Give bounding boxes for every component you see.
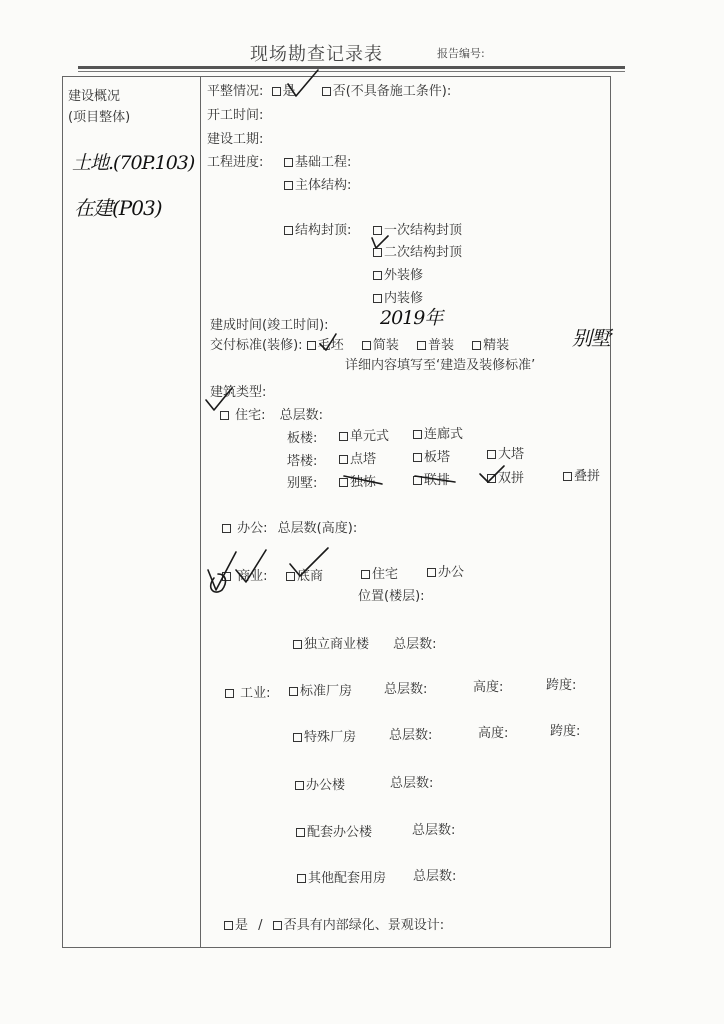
delivery-rough-label: 毛坯 [317, 338, 344, 353]
commercial-office-label: 办公 [438, 565, 465, 580]
special-floors-label: 总层数: [389, 728, 433, 743]
shop-under-label: 底商 [297, 569, 324, 584]
residential-floors-label: 总层数: [279, 408, 324, 423]
handwritten-construction-note: 在建(P03) [74, 196, 162, 220]
start-time-label: 开工时间: [207, 108, 264, 123]
report-number-label: 报告编号: [437, 47, 485, 60]
tower-point-label: 点塔 [350, 452, 377, 467]
building-type-label: 建筑类型: [210, 385, 267, 400]
standard-height-label: 高度: [473, 680, 504, 695]
standalone-commercial-label: 独立商业楼 [304, 637, 370, 652]
standard-factory-label: 标准厂房 [300, 684, 353, 699]
tower-label: 塔楼: [287, 454, 318, 469]
villa-row-label: 联排 [424, 473, 451, 488]
villa-single-strike [344, 476, 382, 484]
residential-label: 住宅: [235, 408, 266, 423]
tower-big-label: 大塔 [498, 447, 525, 462]
cap-second-check-mark [372, 236, 388, 248]
structure-cap-label: 结构封顶: [295, 223, 352, 238]
interior-label: 内装修 [384, 291, 424, 306]
landscape-yes-label: 是 [235, 918, 249, 933]
delivery-label: 交付标准(装修): [210, 338, 303, 353]
villa-double-check-mark [480, 466, 504, 482]
cap-first-label: 一次结构封顶 [384, 223, 463, 238]
handwritten-completion-year: 2019年 [380, 307, 443, 329]
industrial-label: 工业: [240, 686, 271, 701]
villa-row-strike [415, 476, 455, 482]
office-label: 办公: [237, 521, 268, 536]
office-building-floors-label: 总层数: [390, 776, 434, 791]
landscape-no-label: 否具有内部绿化、景观设计: [283, 918, 445, 933]
villa-single-label: 独栋 [350, 475, 377, 490]
site-yes-label: 是 [282, 84, 296, 99]
villa-double-label: 双拼 [498, 471, 525, 486]
slab-corridor-label: 连廊式 [424, 427, 464, 442]
standalone-floors-label: 总层数: [393, 637, 437, 652]
site-yes-check-mark [288, 70, 318, 96]
exterior-label: 外装修 [384, 268, 424, 283]
commercial-residential-label: 住宅 [372, 567, 399, 582]
commercial-check-mark-2 [236, 550, 266, 582]
villa-label: 别墅: [287, 476, 318, 491]
main-structure-label: 主体结构: [295, 178, 352, 193]
handwritten-land-note: 土地.(70P.103) [72, 152, 195, 174]
delivery-fine-label: 精装 [483, 338, 510, 353]
cap-second-label: 二次结构封顶 [384, 245, 463, 260]
progress-label: 工程进度: [207, 155, 264, 170]
site-leveling-label: 平整情况: [207, 84, 264, 99]
tower-slab-label: 板塔 [424, 450, 451, 465]
support-office-floors-label: 总层数: [412, 823, 456, 838]
office-floors-label: 总层数(高度): [277, 521, 358, 536]
foundation-label: 基础工程: [295, 155, 352, 170]
special-span-label: 跨度: [550, 724, 581, 739]
handwritten-villa-note: 别墅 [572, 326, 610, 350]
support-office-label: 配套办公楼 [307, 825, 373, 840]
standard-span-label: 跨度: [546, 678, 577, 693]
slab-unit-label: 单元式 [350, 429, 390, 444]
commercial-position-label: 位置(楼层): [358, 589, 425, 604]
delivery-normal-label: 普装 [427, 338, 454, 353]
other-support-floors-label: 总层数: [413, 869, 457, 884]
completion-time-label: 建成时间(竣工时间): [210, 318, 329, 333]
form-title: 现场勘查记录表 [250, 44, 383, 65]
overview-sublabel: (项目整体) [68, 110, 131, 125]
office-building-label: 办公楼 [306, 778, 346, 793]
special-factory-label: 特殊厂房 [304, 730, 357, 745]
landscape-separator: / [258, 918, 263, 933]
delivery-note: 详细内容填写至‘建造及装修标准’ [345, 358, 536, 373]
slab-label: 板楼: [287, 431, 318, 446]
standard-floors-label: 总层数: [384, 682, 428, 697]
other-support-label: 其他配套用房 [308, 871, 387, 886]
delivery-rough-check-mark [320, 334, 336, 350]
building-type-check-mark [206, 388, 232, 410]
special-height-label: 高度: [478, 726, 509, 741]
commercial-check-mark-3 [290, 548, 328, 576]
construction-period-label: 建设工期: [207, 132, 264, 147]
commercial-check-mark-1 [208, 552, 236, 590]
overview-label: 建设概况 [68, 89, 121, 104]
delivery-simple-label: 简装 [372, 338, 399, 353]
commercial-label: 商业: [237, 569, 268, 584]
site-no-label: 否(不具备施工条件): [332, 84, 452, 99]
villa-stack-label: 叠拼 [574, 469, 601, 484]
